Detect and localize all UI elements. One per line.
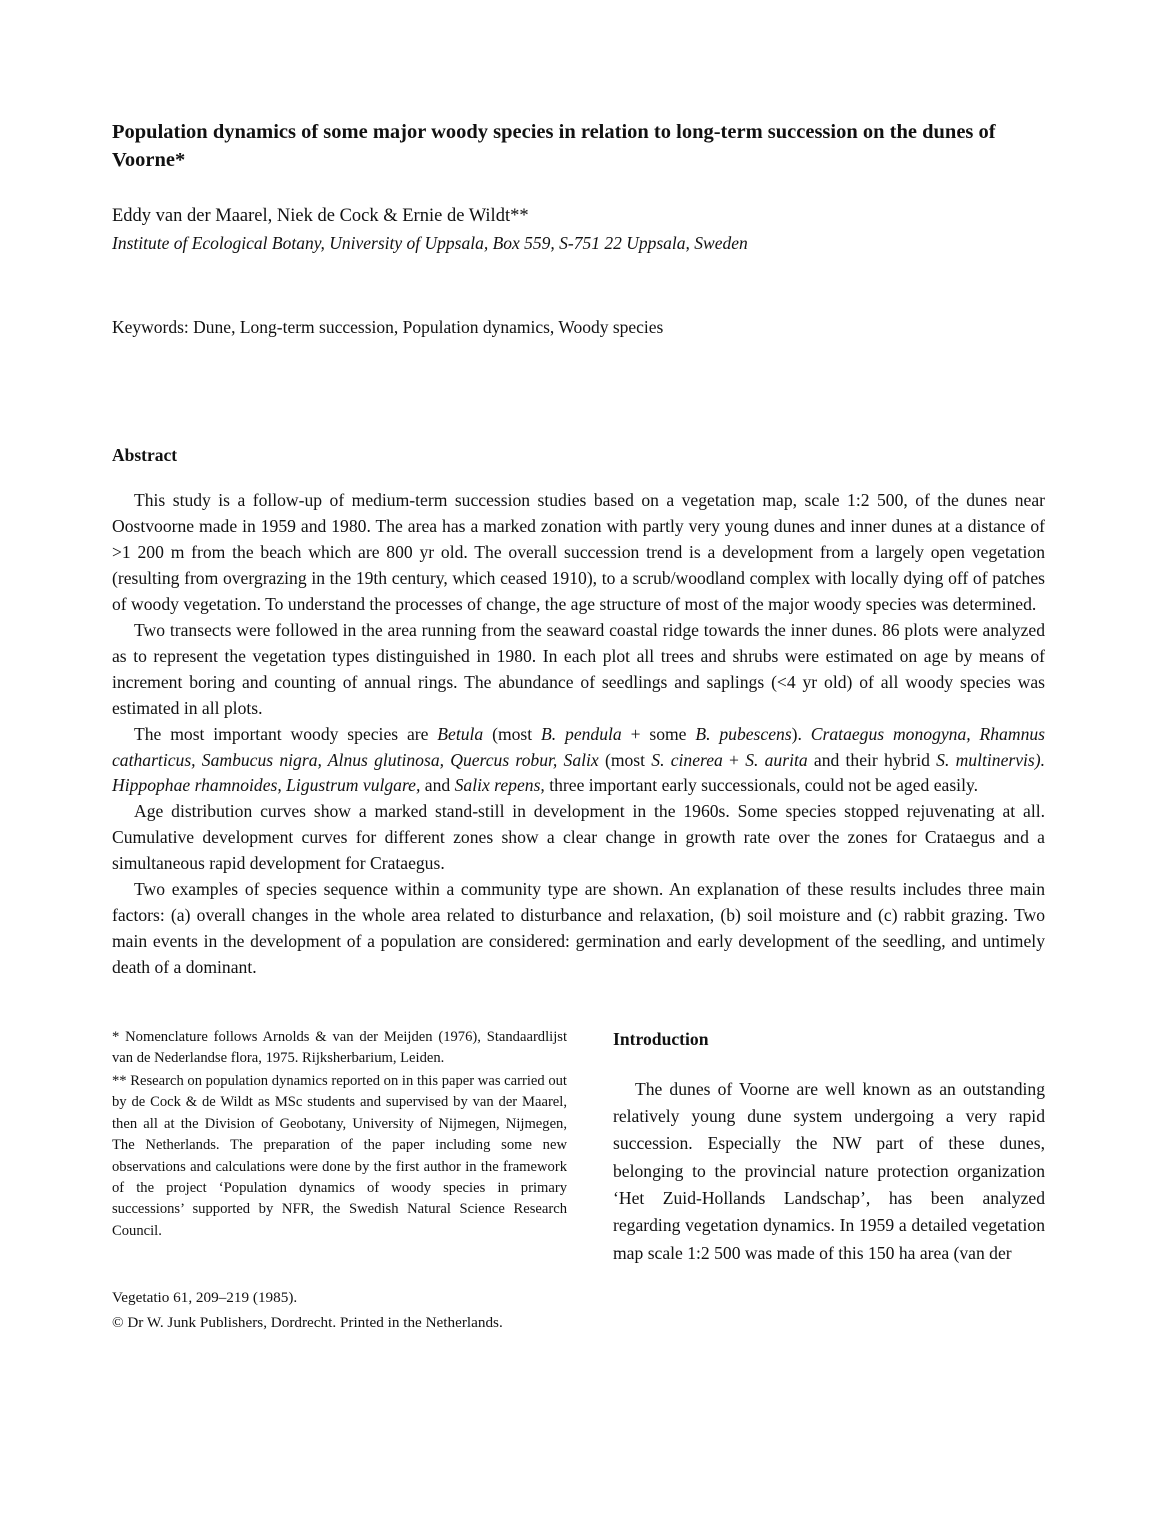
footnote-column (112, 1027, 567, 1335)
abstract-heading: Abstract (112, 445, 178, 466)
journal-imprint (112, 1286, 567, 1335)
affiliation: Institute of Ecological Botany, University of Uppsala, Box 559, S-751 22 Uppsala, Sweden (112, 233, 748, 254)
page-title: Population dynamics of some major woody species in relation to long-term succession on the dunes of Voorne* (112, 121, 996, 172)
footnote-research: ** Research on population dynamics reported on in this paper was carried out by de Cock & de Wildt as MSc students and supervised by van der Maarel, then all at the Division of Geobotany, University of Nijmegen, Nijmegen, The Netherlands. The preparation of the paper including some new observations and calculations were done by the first author in the framework of the project ‘Population dynamics of woody species in primary successions’ supported by NFR, the Swedish Natural Science Research Council. (112, 1072, 567, 1239)
footnote-nomenclature: * Nomenclature follows Arnolds & van der Meijden (1976), Standaardlijst van de Nederlandse flora, 1975. Rijksherbarium, Leiden. (112, 1028, 567, 1067)
introduction-column (613, 1027, 1045, 1335)
imprint-publisher: © Dr W. Junk Publishers, Dordrecht. Printed in the Netherlands. (112, 1313, 503, 1331)
abstract-paragraph-4: Two examples of species sequence within a community type are shown. An explanation of these results includes three main factors: (a) overall changes in the whole area related to disturbance and relaxation, (b) soil moisture and (c) rabbit grazing. Two main events in the development of a population are considered: germination and early development of the seedling, and untimely death of a dominant. (112, 879, 1045, 977)
author-list: Eddy van der Maarel, Niek de Cock & Ernie de Wildt** (112, 205, 529, 226)
lower-columns (112, 1027, 1045, 1335)
abstract-paragraph-1: This study is a follow-up of medium-term succession studies based on a vegetation map, scale 1:2 500, of the dunes near Oostvoorne made in 1959 and 1980. The area has a marked zonation with partly very young dunes and inner dunes at a distance of >1 200 m from the beach which are 800 yr old. The overall succession trend is a development from a largely open vegetation (resulting from overgrazing in the 19th century, which ceased 1910), to a scrub/woodland complex with locally dying off of patches of woody vegetation. To understand the processes of change, the age structure of most of the major woody species was determined. (112, 490, 1045, 614)
abstract-body (112, 488, 1045, 981)
imprint-citation: Vegetatio 61, 209–219 (1985). (112, 1289, 298, 1307)
keywords: Keywords: Dune, Long-term succession, Population dynamics, Woody species (112, 316, 664, 337)
introduction-paragraph-1: The dunes of Voorne are well known as an outstanding relatively young dune system undergoing a very rapid succession. Especially the NW part of these dunes, belonging to the provincial nature protection organization ‘Het Zuid-Hollands Landschap’, has been analyzed regarding vegetation dynamics. In 1959 a detailed vegetation map scale 1:2 500 was made of this 150 ha area (van der (613, 1078, 1045, 1263)
introduction-heading: Introduction (613, 1028, 709, 1049)
introduction-body (613, 1076, 1045, 1267)
abstract-paragraph-3: Age distribution curves show a marked stand-still in development in the 1960s. Some species stopped rejuvenating at all. Cumulative development curves for different zones show a clear change in growth rate over the zones for Crataegus and a simultaneous rapid development for Crataegus. (112, 801, 1045, 874)
abstract-paragraph-species: The most important woody species are Betula (most B. pendula + some B. pubescens). Crataegus monogyna, Rhamnus catharticus, Sambucus nigra, Alnus glutinosa, Quercus robur, Salix (most S. cinerea + S. aurita and their hybrid S. multinervis). Hippophae rhamnoides, Ligustrum vulgare, and Salix repens, three important early successionals, could not be aged easily. (112, 723, 1046, 796)
abstract-paragraph-2: Two transects were followed in the area running from the seaward coastal ridge towards the inner dunes. 86 plots were analyzed as to represent the vegetation types distinguished in 1980. In each plot all trees and shrubs were estimated on age by means of increment boring and counting of annual rings. The abundance of seedlings and saplings (<4 yr old) of all woody species was estimated in all plots. (112, 619, 1045, 718)
